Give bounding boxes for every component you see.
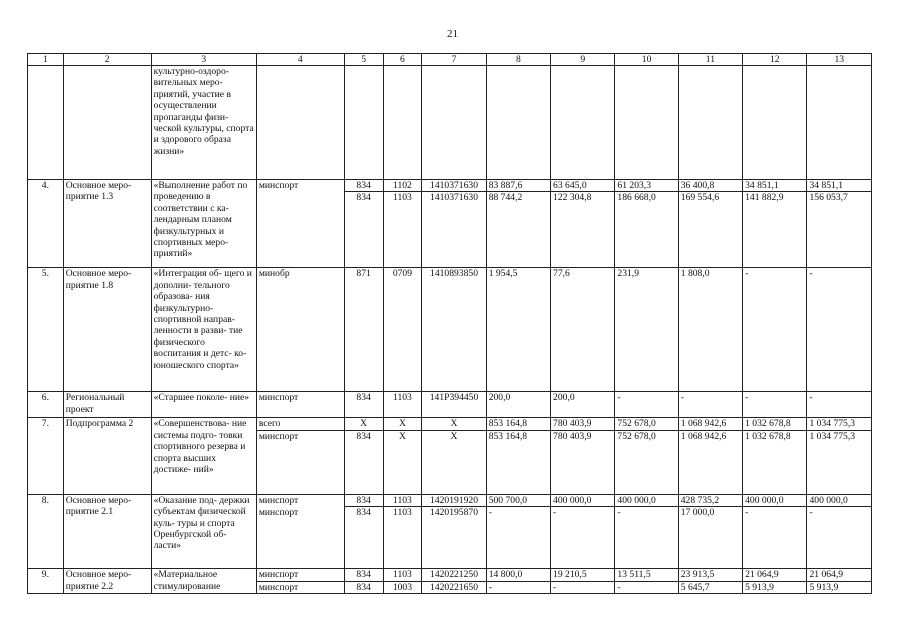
cell-value: 834 [344,392,383,418]
cell-value: 1 034 775,3 [807,430,872,494]
cell-value: - [807,392,872,418]
row-name: Основное меро- приятие 2.1 [63,494,151,568]
header-row [28,54,872,66]
row-number: 4. [28,180,64,268]
cell-executor: минспорт [256,494,344,506]
col-header: 6 [383,54,422,66]
col-header: 4 [256,54,344,66]
cell-value: 1 032 678,8 [743,418,807,430]
cell-value: - [615,581,678,593]
cell-value: 34 851,1 [807,180,872,192]
cell-executor: минспорт [256,392,344,418]
cell-value: - [743,507,807,569]
cell-value: - [678,392,742,418]
col-header: 13 [807,54,872,66]
cell-value: 834 [344,569,383,581]
cell-value: 5 645,7 [678,581,742,593]
cell-value: 1103 [383,569,422,581]
cell-value: - [551,507,615,569]
cell-value: X [383,418,422,430]
cell-value: 13 511,5 [615,569,678,581]
row-number: 6. [28,392,64,418]
cell-value: 21 064,9 [743,569,807,581]
cell-value: 1 068 942,6 [678,418,742,430]
cell-value: 1103 [383,392,422,418]
cell-description: «Совершенствова- ние системы подго- товки спортивного резерва и спорта высших достиже- ний» [151,418,256,494]
cell-value: 1420221250 [422,569,486,581]
cell-value: 834 [344,507,383,569]
col-header: 9 [551,54,615,66]
cell-value: 780 403,9 [551,430,615,494]
cell-value: 36 400,8 [678,180,742,192]
cell-value: - [486,581,550,593]
cell-value: 83 887,6 [486,180,550,192]
cell-value: 400 000,0 [743,494,807,506]
col-header: 8 [486,54,550,66]
cell-value: - [486,507,550,569]
cell-value: 834 [344,494,383,506]
cell-value: 19 210,5 [551,569,615,581]
cell-value: 1 032 678,8 [743,430,807,494]
cell-value: 1410371630 [422,180,486,192]
table-row [28,392,872,418]
cell-value: 5 913,9 [743,581,807,593]
cell-value: 186 668,0 [615,192,678,268]
table-row [28,418,872,430]
cell-value: 500 700,0 [486,494,550,506]
cell-value: 834 [344,192,383,268]
row-name: Подпрограмма 2 [63,418,151,494]
cell-value: 200,0 [486,392,550,418]
col-header: 5 [344,54,383,66]
cell-value: 834 [344,180,383,192]
page-number: 21 [447,28,458,40]
cell-value: 14 800,0 [486,569,550,581]
cell-value: 1 068 942,6 [678,430,742,494]
cell-value: - [743,268,807,392]
cell-description: «Интеграция об- щего и дополни- тельного образова- ния физкультурно- спортивной направ- ленности в разви- тие физического воспитания и детс- ко-юношеского спорта» [151,268,256,392]
cell-value: X [422,418,486,430]
cell-value: 871 [344,268,383,392]
cell-value: 17 000,0 [678,507,742,569]
cell-value: 122 304,8 [551,192,615,268]
cell-executor: минспорт [256,430,344,494]
col-header: 10 [615,54,678,66]
cell-value: 1420221650 [422,581,486,593]
cell-value: X [344,418,383,430]
cell-value: 780 403,9 [551,418,615,430]
cell-value: 400 000,0 [807,494,872,506]
row-number: 8. [28,494,64,568]
col-header: 12 [743,54,807,66]
cell-value: 200,0 [551,392,615,418]
cell-value: - [807,507,872,569]
cell-executor: минобр [256,268,344,392]
cell-executor: минспорт [256,581,344,593]
cell-value: 1410893850 [422,268,486,392]
cell-value: 169 554,6 [678,192,742,268]
cell-value: 1420195870 [422,507,486,569]
cell-value: 1410371630 [422,192,486,268]
col-header: 2 [63,54,151,66]
cell-value: 752 678,0 [615,430,678,494]
cell-description: «Выполнение работ по проведению в соответствии с ка- лендарным планом физкультурных и спортивных меро- приятий» [151,180,256,268]
cell-value: 231,9 [615,268,678,392]
col-header: 3 [151,54,256,66]
row-number: 5. [28,268,64,392]
row-name: Основное меро- приятие 2.2 [63,569,151,594]
cell-value: 1103 [383,507,422,569]
cell-value: 141P394450 [422,392,486,418]
cell-value: 1103 [383,192,422,268]
cell-value: 428 735,2 [678,494,742,506]
cell-value: - [807,268,872,392]
cell-value: 1 954,5 [486,268,550,392]
cell-value: 752 678,0 [615,418,678,430]
table-row [28,494,872,506]
row-name: Региональный проект [63,392,151,418]
cell-description: культурно-оздоро- вительных меро- приятий, участие в осуществлении пропаганды физи- ческой культуры, спорта и здорового образа жизни» [151,66,256,180]
cell-value: - [551,581,615,593]
cell-value: 1003 [383,581,422,593]
cell-value: 23 913,5 [678,569,742,581]
cell-value: - [615,507,678,569]
cell-value: 61 203,3 [615,180,678,192]
cell-value: 0709 [383,268,422,392]
table-row [28,180,872,192]
cell-executor: минспорт [256,180,344,268]
row-number: 7. [28,418,64,494]
cell-value: 1 808,0 [678,268,742,392]
col-header: 1 [28,54,64,66]
cell-value: 400 000,0 [551,494,615,506]
row-number: 9. [28,569,64,594]
cell-value: 834 [344,430,383,494]
cell-description: «Материальное стимулирование [151,569,256,594]
cell-value: X [422,430,486,494]
row-name: Основное меро- приятие 1.3 [63,180,151,268]
cell-value: 1102 [383,180,422,192]
table-row [28,569,872,581]
cell-description: «Оказание под- держки субъектам физической куль- туры и спорта Оренбургской об- ласти» [151,494,256,568]
budget-table [27,53,872,594]
cell-value: 63 645,0 [551,180,615,192]
cell-value: 1103 [383,494,422,506]
cell-value: 21 064,9 [807,569,872,581]
cell-value: 400 000,0 [615,494,678,506]
row-name: Основное меро- приятие 1.8 [63,268,151,392]
cell-value: 1420191920 [422,494,486,506]
table-row [28,66,872,180]
cell-value: 853 164,8 [486,418,550,430]
cell-value: - [743,392,807,418]
cell-description: «Старшее поколе- ние» [151,392,256,418]
cell-value: 1 034 775,3 [807,418,872,430]
table-row [28,268,872,392]
cell-executor: всего [256,418,344,430]
col-header: 11 [678,54,742,66]
cell-value: X [383,430,422,494]
col-header: 7 [422,54,486,66]
cell-value: 77,6 [551,268,615,392]
cell-value: 853 164,8 [486,430,550,494]
cell-executor: минспорт [256,569,344,581]
cell-executor: минспорт [256,507,344,569]
cell-value: 34 851,1 [743,180,807,192]
cell-value: 141 882,9 [743,192,807,268]
cell-value: 834 [344,581,383,593]
cell-value: 88 744,2 [486,192,550,268]
cell-value: 5 913,9 [807,581,872,593]
cell-value: - [615,392,678,418]
cell-value: 156 053,7 [807,192,872,268]
